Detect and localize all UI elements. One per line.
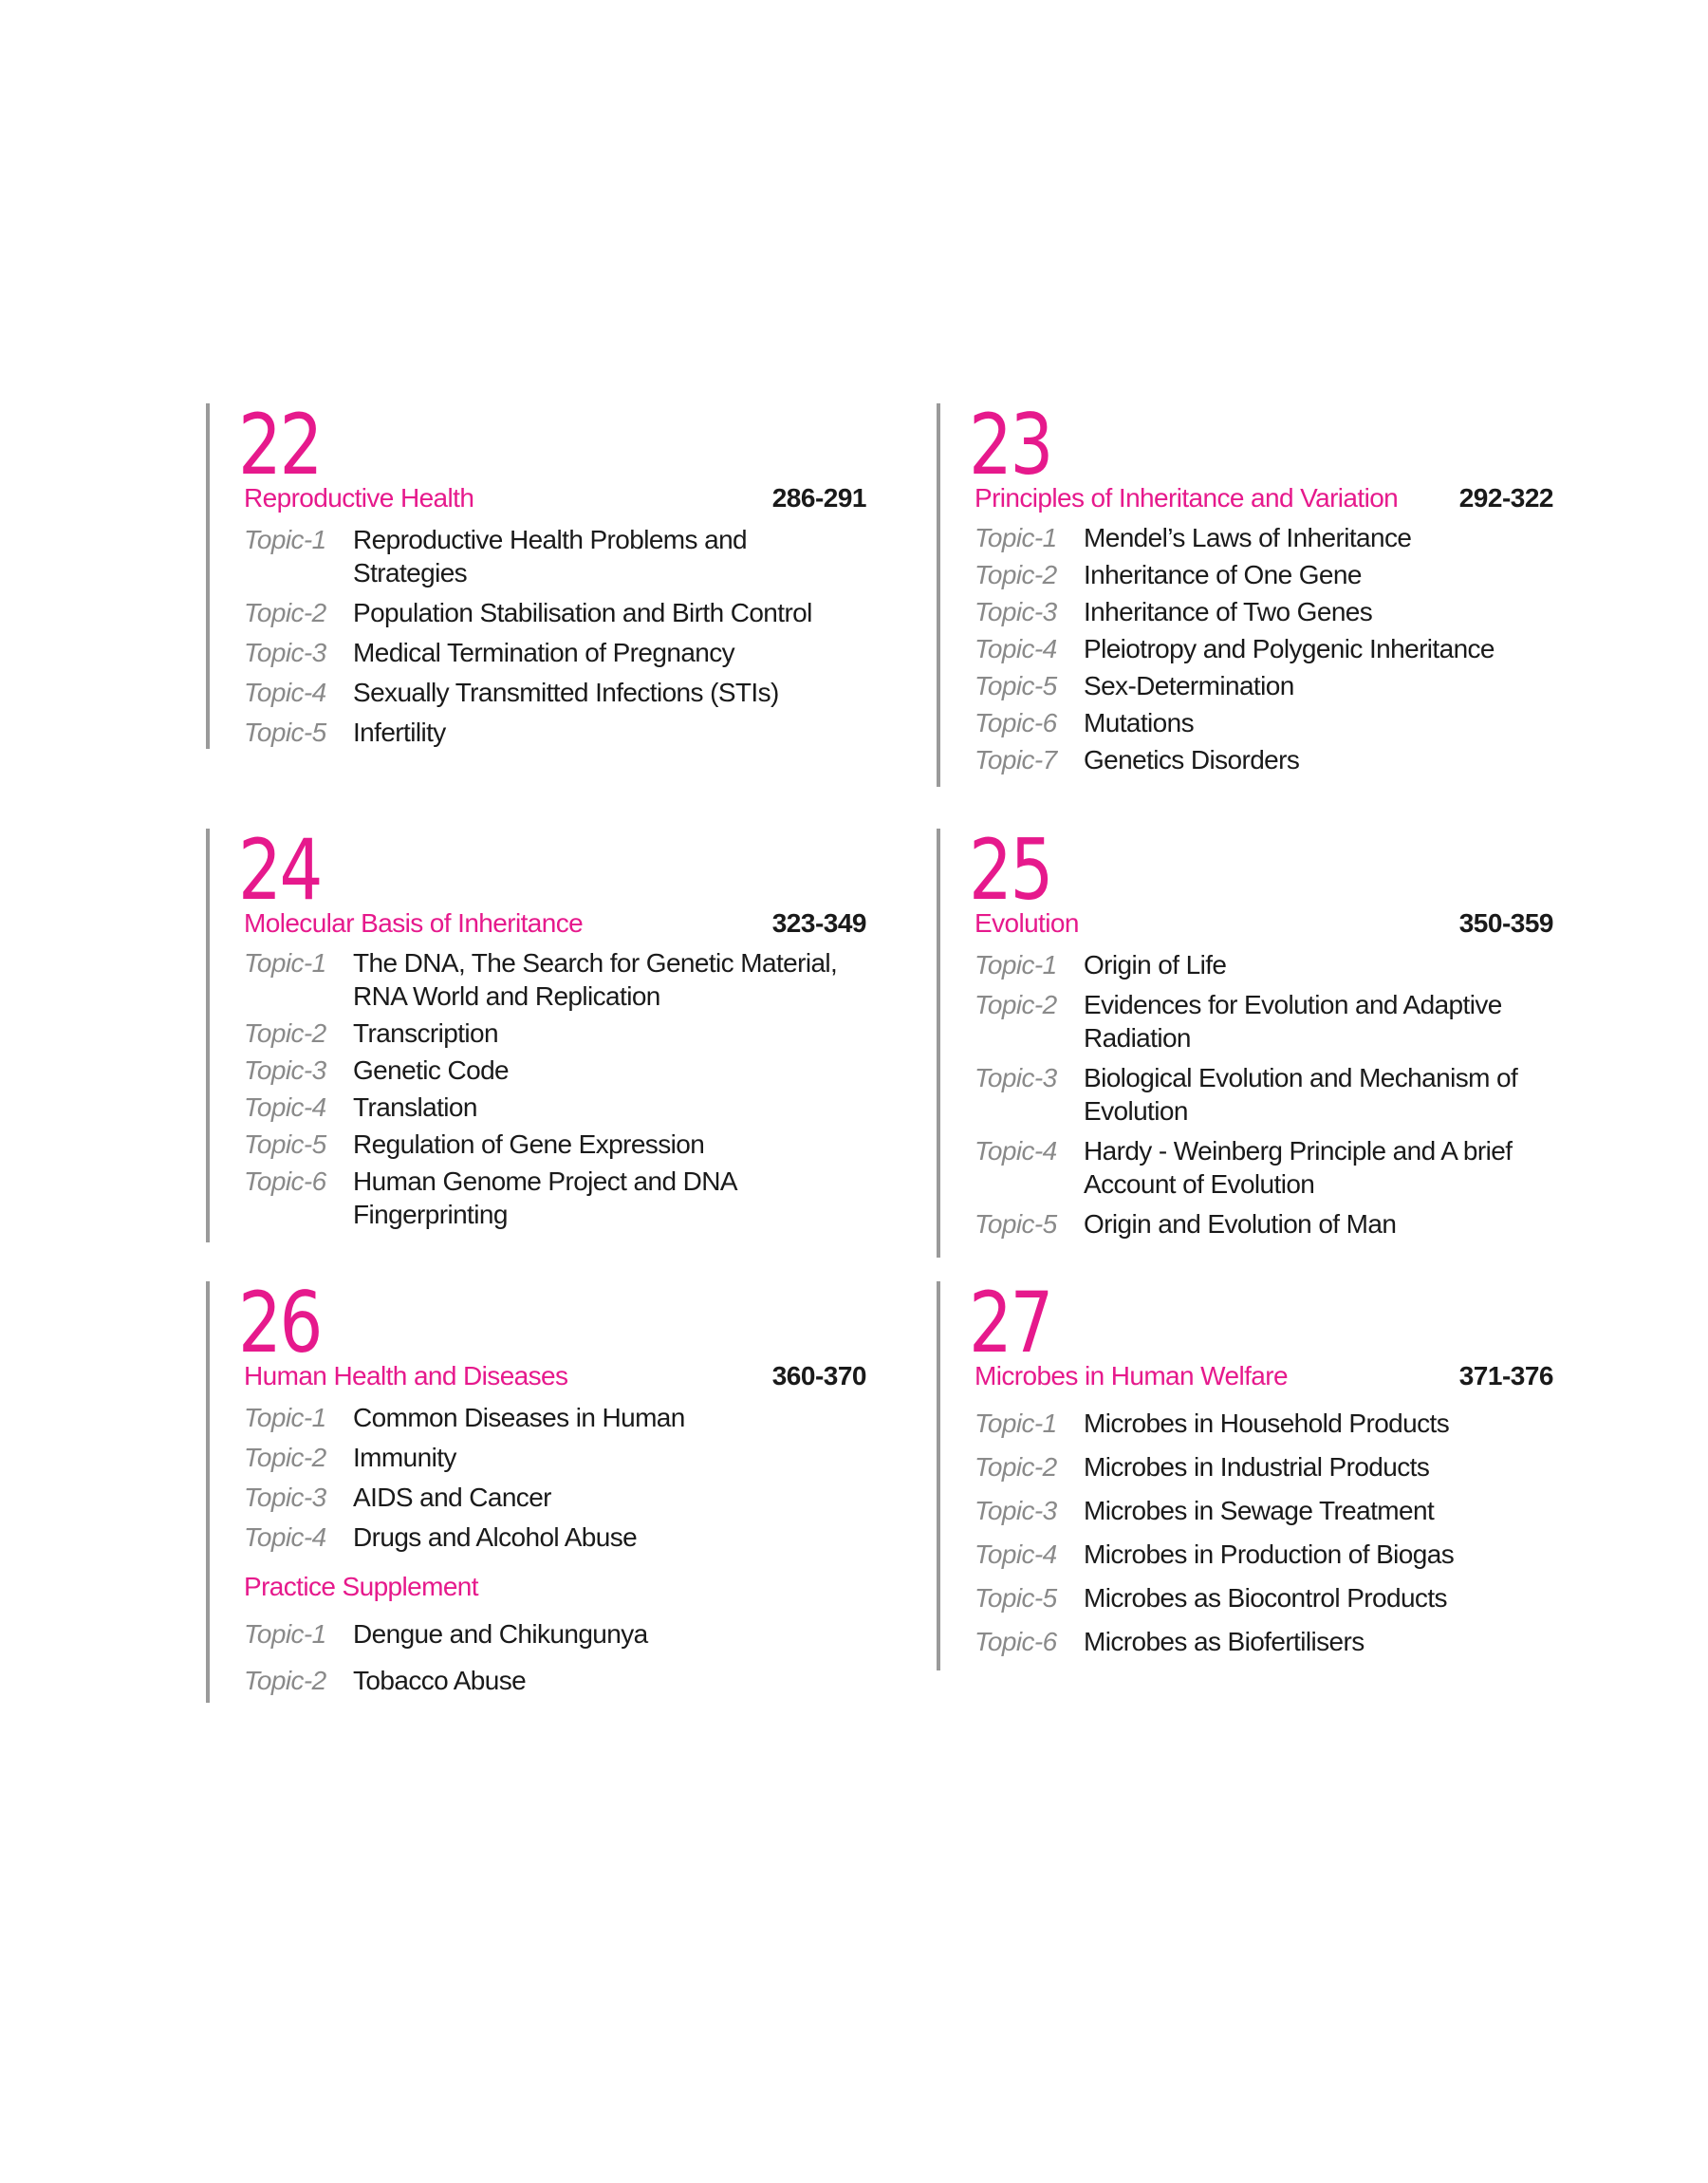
- topic-title: Genetic Code: [353, 1055, 510, 1085]
- topic-title: Mutations: [1084, 708, 1194, 737]
- topic-label: Topic-2: [244, 1443, 326, 1472]
- topic-item[interactable]: [975, 595, 1553, 628]
- chapter-page-range: 286-291: [771, 483, 866, 513]
- chapter-title[interactable]: Molecular Basis of Inheritance: [244, 908, 584, 938]
- topic-title: Hardy - Weinberg Principle and A brief Account of Evolution: [1084, 1136, 1513, 1199]
- topic-list: [244, 523, 866, 749]
- topic-list: [244, 946, 866, 1231]
- topic-item[interactable]: [975, 988, 1553, 1054]
- topic-title: Pleiotropy and Polygenic Inheritance: [1084, 634, 1494, 663]
- topic-item[interactable]: [975, 1407, 1553, 1440]
- topic-title: Microbes as Biocontrol Products: [1084, 1583, 1447, 1613]
- topic-label: Topic-1: [244, 948, 326, 978]
- topic-item[interactable]: [244, 1091, 866, 1124]
- topic-label: Topic-3: [244, 1055, 326, 1085]
- chapter-number: 24: [238, 821, 321, 919]
- chapter-26: [206, 1274, 866, 1703]
- topic-label: Topic-4: [244, 678, 326, 707]
- topic-label: Topic-2: [975, 560, 1057, 589]
- topic-list: [975, 521, 1553, 776]
- topic-label: Topic-5: [975, 1209, 1057, 1239]
- chapter-page-range: 323-349: [771, 908, 866, 938]
- topic-title: Transcription: [353, 1018, 498, 1048]
- topic-list: [244, 1401, 866, 1554]
- topic-title: Common Diseases in Human: [353, 1403, 685, 1432]
- topic-label: Topic-4: [975, 1136, 1057, 1166]
- topic-title: Sex-Determination: [1084, 671, 1294, 700]
- topic-title: Translation: [353, 1092, 477, 1122]
- chapter-page-range: 360-370: [771, 1361, 866, 1390]
- chapter-number: 25: [969, 821, 1051, 919]
- topic-item[interactable]: [975, 1134, 1553, 1201]
- chapter-title[interactable]: Microbes in Human Welfare: [975, 1361, 1288, 1390]
- topic-item[interactable]: [975, 743, 1553, 776]
- topic-item[interactable]: [244, 596, 866, 629]
- topic-label: Topic-4: [975, 1539, 1057, 1569]
- topic-item[interactable]: [244, 1664, 866, 1697]
- topic-title: Infertility: [353, 718, 446, 747]
- chapter-number: 27: [969, 1274, 1051, 1371]
- topic-title: Sexually Transmitted Infections (STIs): [353, 678, 779, 707]
- topic-title: Origin and Evolution of Man: [1084, 1209, 1397, 1239]
- topic-title: Dengue and Chikungunya: [353, 1619, 648, 1649]
- chapter-page-range: 350-359: [1458, 908, 1553, 938]
- practice-supplement-heading[interactable]: Practice Supplement: [244, 1572, 478, 1601]
- topic-title: Microbes in Household Products: [1084, 1409, 1450, 1438]
- topic-title: Mendel’s Laws of Inheritance: [1084, 523, 1412, 552]
- topic-label: Topic-6: [975, 708, 1057, 737]
- topic-title: Inheritance of One Gene: [1084, 560, 1362, 589]
- topic-title: Origin of Life: [1084, 950, 1227, 980]
- topic-item[interactable]: [244, 946, 866, 1013]
- topic-title: The DNA, The Search for Genetic Material, RNA World and Replication: [353, 948, 838, 1011]
- topic-title: AIDS and Cancer: [353, 1483, 551, 1512]
- topic-label: Topic-3: [975, 1063, 1057, 1092]
- chapter-page-range: 371-376: [1458, 1361, 1553, 1390]
- topic-label: Topic-1: [975, 1409, 1057, 1438]
- chapter-27: [937, 1274, 1553, 1670]
- topic-label: Topic-5: [975, 1583, 1057, 1613]
- topic-label: Topic-2: [975, 1452, 1057, 1482]
- topic-title: Regulation of Gene Expression: [353, 1129, 705, 1159]
- topic-label: Topic-4: [244, 1522, 326, 1552]
- chapter-title[interactable]: Principles of Inheritance and Variation: [975, 483, 1399, 513]
- topic-item[interactable]: [975, 1450, 1553, 1483]
- topic-label: Topic-1: [975, 950, 1057, 980]
- topic-item[interactable]: [244, 1128, 866, 1161]
- topic-title: Medical Termination of Pregnancy: [353, 638, 735, 667]
- topic-item[interactable]: [244, 1481, 866, 1514]
- topic-title: Microbes in Sewage Treatment: [1084, 1496, 1435, 1525]
- topic-item[interactable]: [975, 1538, 1553, 1571]
- chapter-header: [975, 483, 1553, 521]
- topic-title: Microbes in Production of Biogas: [1084, 1539, 1455, 1569]
- topic-item[interactable]: [244, 1054, 866, 1087]
- topic-label: Topic-2: [244, 1666, 326, 1695]
- topic-label: Topic-4: [975, 634, 1057, 663]
- topic-list: [975, 1407, 1553, 1658]
- supplement-topic-list: [244, 1617, 866, 1697]
- topic-title: Inheritance of Two Genes: [1084, 597, 1373, 626]
- topic-label: Topic-1: [244, 1619, 326, 1649]
- chapter-title[interactable]: Human Health and Diseases: [244, 1361, 568, 1390]
- topic-item[interactable]: [244, 1521, 866, 1554]
- chapter-23: [937, 396, 1553, 787]
- topic-title: Drugs and Alcohol Abuse: [353, 1522, 638, 1552]
- topic-item[interactable]: [975, 1207, 1553, 1241]
- chapter-header: [244, 908, 866, 946]
- topic-title: Genetics Disorders: [1084, 745, 1300, 774]
- topic-list: [975, 948, 1553, 1241]
- topic-label: Topic-5: [244, 718, 326, 747]
- topic-label: Topic-3: [244, 1483, 326, 1512]
- topic-item[interactable]: [975, 1494, 1553, 1527]
- topic-label: Topic-1: [244, 1403, 326, 1432]
- chapter-header: [244, 483, 866, 521]
- topic-label: Topic-7: [975, 745, 1057, 774]
- chapter-number: 23: [969, 396, 1051, 494]
- topic-label: Topic-3: [975, 1496, 1057, 1525]
- topic-item[interactable]: [244, 1441, 866, 1474]
- chapter-25: [937, 821, 1553, 1258]
- topic-item[interactable]: [975, 1625, 1553, 1658]
- topic-label: Topic-2: [244, 1018, 326, 1048]
- topic-title: Population Stabilisation and Birth Control: [353, 598, 812, 627]
- topic-title: Biological Evolution and Mechanism of Evolution: [1084, 1063, 1518, 1126]
- topic-title: Human Genome Project and DNA Fingerprinting: [353, 1166, 736, 1229]
- topic-item[interactable]: [975, 948, 1553, 981]
- topic-item[interactable]: [244, 716, 866, 749]
- chapter-header: [975, 1361, 1553, 1399]
- topic-label: Topic-1: [975, 523, 1057, 552]
- topic-label: Topic-4: [244, 1092, 326, 1122]
- topic-item[interactable]: [975, 1061, 1553, 1128]
- topic-label: Topic-2: [244, 598, 326, 627]
- topic-label: Topic-3: [975, 597, 1057, 626]
- chapter-24: [206, 821, 866, 1242]
- chapter-header: [975, 908, 1553, 946]
- chapter-22: [206, 396, 866, 749]
- topic-label: Topic-2: [975, 990, 1057, 1019]
- topic-item[interactable]: [244, 1401, 866, 1434]
- chapter-header: [244, 1361, 866, 1399]
- topic-item[interactable]: [975, 558, 1553, 591]
- topic-label: Topic-5: [244, 1129, 326, 1159]
- chapter-number: 26: [238, 1274, 321, 1371]
- topic-label: Topic-6: [975, 1627, 1057, 1656]
- topic-item[interactable]: [975, 521, 1553, 554]
- topic-item[interactable]: [975, 706, 1553, 739]
- topic-label: Topic-6: [244, 1166, 326, 1196]
- topic-title: Tobacco Abuse: [353, 1666, 527, 1695]
- chapter-page-range: 292-322: [1458, 483, 1553, 513]
- topic-label: Topic-1: [244, 525, 326, 554]
- topic-title: Reproductive Health Problems and Strategies: [353, 525, 748, 588]
- chapter-number: 22: [238, 396, 321, 494]
- topic-item[interactable]: [244, 523, 866, 589]
- topic-item[interactable]: [244, 636, 866, 669]
- topic-label: Topic-3: [244, 638, 326, 667]
- topic-title: Microbes as Biofertilisers: [1084, 1627, 1365, 1656]
- topic-item[interactable]: [244, 1165, 866, 1231]
- topic-item[interactable]: [244, 676, 866, 709]
- topic-item[interactable]: [975, 669, 1553, 702]
- topic-item[interactable]: [244, 1617, 866, 1651]
- topic-title: Immunity: [353, 1443, 456, 1472]
- chapter-title[interactable]: Reproductive Health: [244, 483, 474, 513]
- topic-title: Evidences for Evolution and Adaptive Radiation: [1084, 990, 1502, 1053]
- topic-title: Microbes in Industrial Products: [1084, 1452, 1430, 1482]
- topic-item[interactable]: [975, 1581, 1553, 1614]
- topic-label: Topic-5: [975, 671, 1057, 700]
- topic-item[interactable]: [975, 632, 1553, 665]
- chapter-title[interactable]: Evolution: [975, 908, 1079, 938]
- topic-item[interactable]: [244, 1017, 866, 1050]
